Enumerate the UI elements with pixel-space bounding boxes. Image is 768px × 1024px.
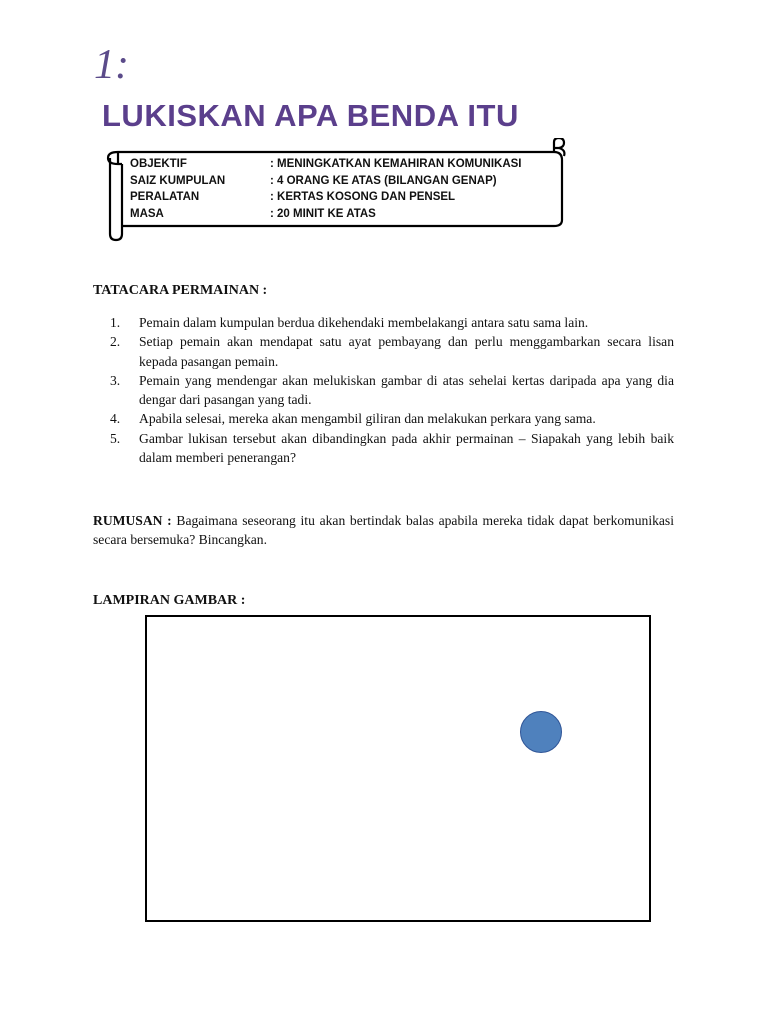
step-number: 5. xyxy=(110,430,121,446)
list-item xyxy=(110,371,674,410)
info-key: PERALATAN xyxy=(130,191,200,203)
summary-text: Bagaimana seseorang itu akan bertindak balas apabila mereka tidak dapat berkomunikasi secara bersemuka? Bincangkan. xyxy=(93,513,674,548)
step-text: Setiap pemain akan mendapat satu ayat pembayang dan perlu menggambarkan secara lisan kepada pasangan pemain. xyxy=(139,334,674,369)
procedure-steps xyxy=(110,313,674,467)
info-value: : 20 MINIT KE ATAS xyxy=(270,207,376,220)
attachment-heading: LAMPIRAN GAMBAR : xyxy=(93,593,246,608)
info-key: SAIZ KUMPULAN xyxy=(130,174,226,187)
list-item xyxy=(110,429,674,468)
step-text: Gambar lukisan tersebut akan dibandingkan pada akhir permainan – Siapakah yang lebih baik dalam memberi penerangan? xyxy=(139,430,674,466)
page-title: LUKISKAN APA BENDA ITU xyxy=(102,98,519,133)
step-number: 3. xyxy=(110,372,121,388)
info-row-time xyxy=(130,206,522,223)
info-row-equipment xyxy=(130,189,522,206)
info-table xyxy=(130,156,522,222)
info-value: : 4 ORANG KE ATAS (BILANGAN GENAP) xyxy=(270,174,497,187)
list-item xyxy=(110,409,674,428)
activity-number: 1: xyxy=(94,42,129,88)
step-text: Pemain yang mendengar akan melukiskan gambar di atas sehelai kertas daripada apa yang dia dengar dari pasangan yang tadi. xyxy=(139,372,674,408)
summary-label: RUMUSAN : xyxy=(93,513,172,528)
info-row-objective xyxy=(130,156,522,173)
step-number: 4. xyxy=(110,411,121,427)
info-row-group-size xyxy=(130,173,522,190)
step-number: 2. xyxy=(110,334,121,350)
info-value: : KERTAS KOSONG DAN PENSEL xyxy=(270,191,456,203)
step-text: Apabila selesai, mereka akan mengambil giliran dan melakukan perkara yang sama. xyxy=(139,411,596,427)
info-scroll-banner xyxy=(104,138,568,242)
info-value: : MENINGKATKAN KEMAHIRAN KOMUNIKASI xyxy=(270,158,522,170)
list-item xyxy=(110,313,674,332)
blue-circle-shape xyxy=(520,711,562,753)
list-item xyxy=(110,332,674,371)
step-text: Pemain dalam kumpulan berdua dikehendaki membelakangi antara satu sama lain. xyxy=(139,315,589,330)
summary-paragraph xyxy=(93,511,674,550)
info-key: OBJEKTIF xyxy=(130,158,187,170)
step-number: 1. xyxy=(110,315,121,330)
procedure-heading: TATACARA PERMAINAN : xyxy=(93,283,268,298)
drawing-box xyxy=(145,615,651,922)
info-key: MASA xyxy=(130,207,164,220)
